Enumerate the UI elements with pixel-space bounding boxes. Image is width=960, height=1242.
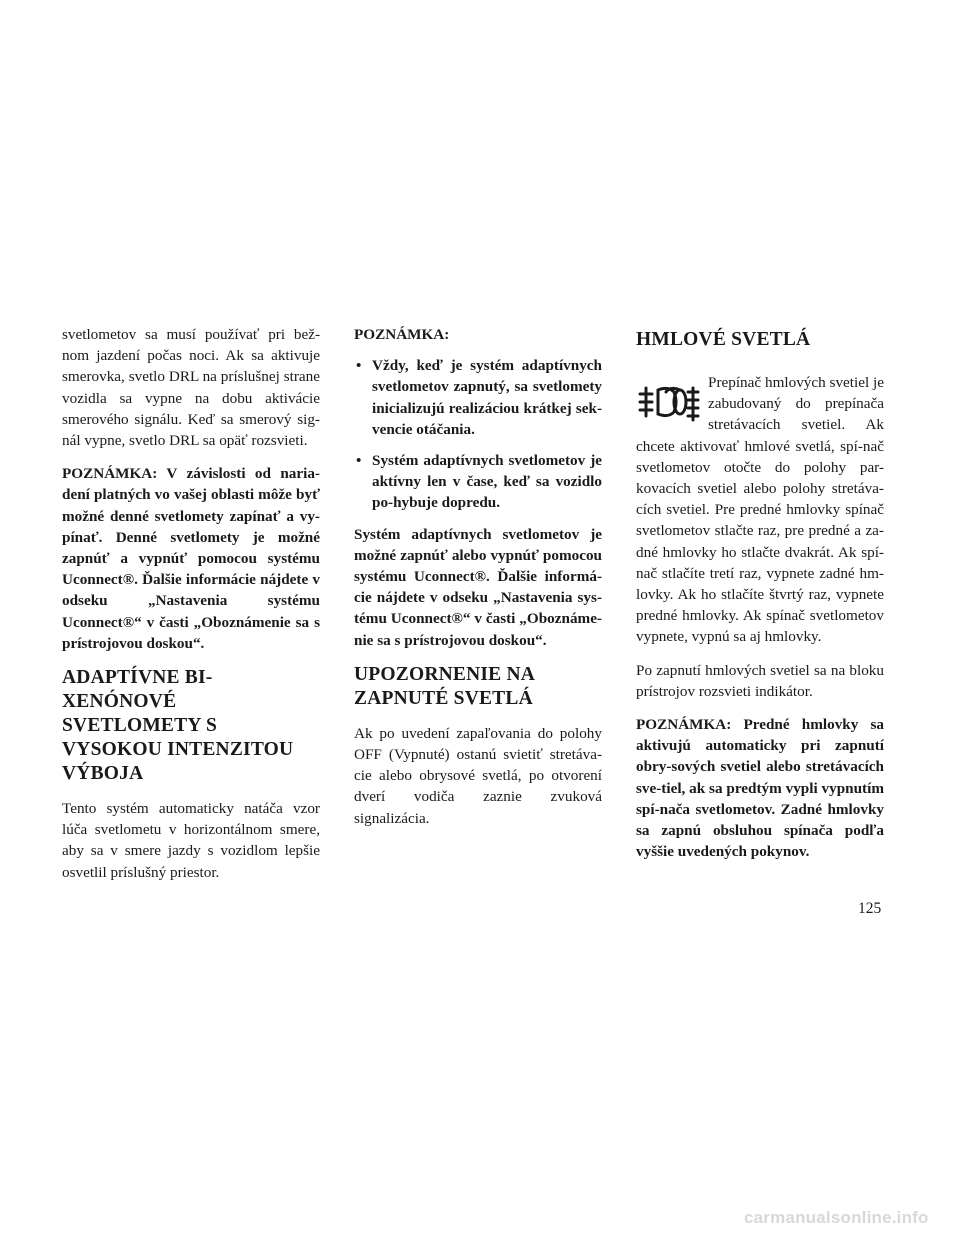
note-bullet-list <box>354 355 602 513</box>
paragraph-drl: svetlometov sa musí používať pri bež-nom jazdení počas noci. Ak sa aktivuje smerovka, svetlo DRL na príslušnej strane vozidla sa vypne na dobu aktivácie smerového signálu. Keď sa smerový sig-nál vypne, svetlo DRL sa opäť rozsvieti. <box>62 326 320 450</box>
note-drl: POZNÁMKA: V závislosti od naria-dení platných vo vašej oblasti môže byť možné denné svetlomety zapínať a vy-pínať. Denné svetlomety je možné zapnúť a vypnúť pomocou systému Uconnect®. Ďalšie informácie nájdete v odseku „Nastavenia systému Uconnect®“ v časti „Oboznámenie sa s prístrojovou doskou“. <box>62 465 320 652</box>
column-left <box>62 324 320 895</box>
list-item: • Vždy, keď je systém adaptívnych svetlometov zapnutý, sa svetlomety inicializujú realizáciou krátkej sek-vencie otáčania. <box>354 355 602 440</box>
paragraph-fog-indicator: Po zapnutí hmlových svetiel sa na bloku prístrojov rozsvieti indikátor. <box>636 661 884 700</box>
column-right <box>636 324 884 874</box>
paragraph-fog-lights: Prepínač hmlových svetiel je zabudovaný do prepínača stretávacích svetiel. Ak chcete aktivovať hmlové svetlá, spí-nač svetlometov otočte do polohy par-kovacích svetiel alebo polohy stretáva-cích svetiel. Pre predné hmlovky spínač svetlometov stlačte raz, pre predné a za-dné hmlovky ho stlačte dvakrát. Ak spí-nač stlačíte tretí raz, vypnete zadné hm-lovky. Ak ho stlačíte štvrtý raz, vypnete predné hmlovky. Ak spínač svetlometov vypnete, vypnú sa aj hmlovky. <box>636 374 884 646</box>
list-item: • Systém adaptívnych svetlometov je aktívny len v čase, keď sa vozidlo po-hybuje dopredu. <box>354 450 602 514</box>
fog-paragraph-block <box>636 372 884 648</box>
note-fog-lights: POZNÁMKA: Predné hmlovky sa aktivujú automaticky pri zapnutí obry-sových svetiel alebo stretávacích sve-tiel, ak sa predtým vypli vypnutím spí-nača svetlometov. Zadné hmlovky sa zapnú obsluhou spínača podľa vyššie uvedených pokynov. <box>636 716 884 861</box>
note-adaptive-uconnect: Systém adaptívnych svetlometov je možné zapnúť alebo vypnúť pomocou systému Uconnect®. Ďalšie informá-cie nájdete v odseku „Nastavenia sys-tému Uconnect®“ v časti „Oboznáme-nie sa s prístrojovou doskou“. <box>354 525 602 649</box>
fog-light-icon <box>636 382 700 426</box>
watermark: carmanualsonline.info <box>744 1208 929 1227</box>
heading-lights-on-warning: UPOZORNENIE NA ZAPNUTÉ SVETLÁ <box>354 663 534 709</box>
paragraph-adaptive-description: Tento systém automaticky natáča vzor lúča svetlometu v horizontálnom smere, aby sa v smere jazdy s vozidlom lepšie osvetlil príslušný priestor. <box>62 800 320 881</box>
heading-adaptive-headlights: ADAPTÍVNE BI-XENÓNOVÉ SVETLOMETY S VYSOKOU INTENZITOU VÝBOJA <box>62 667 294 785</box>
column-middle <box>354 324 602 841</box>
paragraph-lights-on-warning: Ak po uvedení zapaľovania do polohy OFF (Vypnuté) ostanú svietiť stretáva-cie alebo obrysové svetlá, po otvorení dverí vodiča zaznie zvuková signalizácia. <box>354 724 602 827</box>
note-heading: POZNÁMKA: <box>354 326 450 343</box>
page-number: 125 <box>858 900 882 917</box>
heading-fog-lights: HMLOVÉ SVETLÁ <box>636 329 811 350</box>
